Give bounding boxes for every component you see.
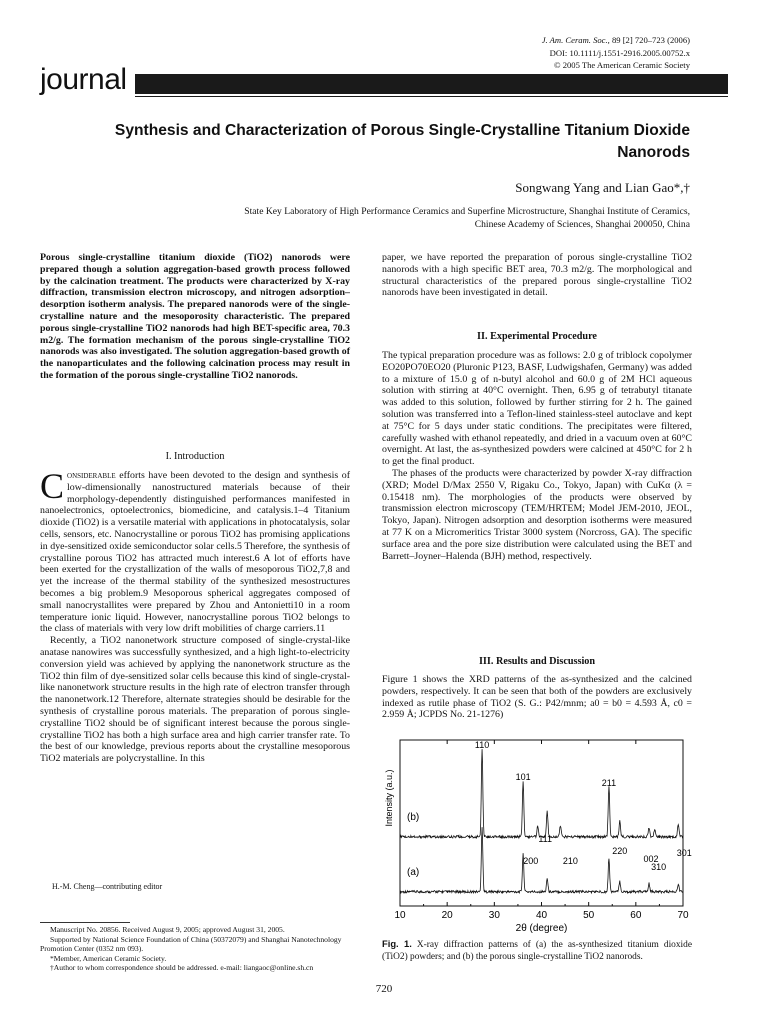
x-axis-label: 2θ (degree) — [515, 923, 568, 934]
footnote-rule — [40, 922, 130, 923]
page-number: 720 — [375, 983, 393, 995]
peak-label: 200 — [523, 856, 539, 866]
footnote: *Member, American Ceramic Society. — [50, 953, 167, 963]
peak-label: 101 — [515, 772, 531, 782]
peak-label: 002 — [643, 854, 659, 864]
intro-paragraph-1: Considerable efforts have been devoted to the design and synthesis of low-dimensionally nanostructured materials because of their morphology-dependently distinguished performances manifested in nanoelectronics, optoelectronics, biomedicine, and catalysis.1–4 Titanium dioxide (TiO2) is a versatile material with applications in photocatalysis, solar cells, sensors, etc. Nanocrystalline or porous TiO2 has promising applications in dye-sensitized oxide semiconductor solar cells.5 Therefore, the synthesis of crystalline porous TiO2 has attracted much interest.6 A lot of efforts have been exerted for the crystallization of the walls of mesoporous TiO2,7,8 and yet the increase of the thermal stability of the synthesized mesostructures becomes a big problem.9 Mesoporous spherical aggregates composed of small nanocrystallites were prepared by Zhou and Antonietti10 in a room temperature ionic liquid. However, nanocrystalline porous TiO2 belongs to the class of materials with very low drift mobilities of charge carriers.11 — [40, 466, 350, 635]
figure-caption: Fig. 1. X-ray diffraction patterns of (a) the as-synthesized titanium dioxide (TiO2) powders; and (b) the porous single-crystalline TiO2 nanorods. — [382, 938, 693, 962]
article-title: Synthesis and Characterization of Porous Single-Crystalline Titanium Dioxide Nanorods — [114, 122, 690, 161]
footnotes — [40, 925, 360, 973]
experimental-paragraph-1: The typical preparation procedure was as follows: 2.0 g of triblock copolymer EO20PO70EO20 (Pluronic P123, BASF, Ludwigshafen, Germany) was added to a mixture of 15.0 g of n-butyl alcohol and 60.0 g of 2M HCl aqueous solution with stirring at 40°C overnight. Then, 6.95 g of tetrabutyl titanate was added to this solution, followed by further stirring for 2 h. The gained solution was transferred into a Teflon-lined stainless-steel autoclave and kept at 75°C for 5 days under static conditions. The precipitates were filtered, carefully washed with ethanol repeatedly, and dried in a vacuum oven at 60°C overnight. At last, the as-synthesized powders were calcined at 450°C for 2 h to get the final product. — [382, 350, 692, 468]
copyright: © 2005 The American Ceramic Society — [554, 60, 690, 70]
x-tick-label: 20 — [441, 910, 453, 921]
footnote: Supported by National Science Foundation of China (50372079) and Shanghai Nanotechnology Promotion Center (0352 nm 093). — [40, 934, 342, 954]
contributing-editor: H.-M. Cheng—contributing editor — [52, 882, 163, 891]
x-tick-label: 40 — [535, 910, 548, 921]
x-tick-label: 60 — [630, 910, 642, 921]
footnote: †Author to whom correspondence should be addressed. e-mail: liangaoc@online.sh.cn — [50, 963, 314, 973]
abstract: Porous single-crystalline titanium dioxide (TiO2) nanorods were prepared though a solution aggregation-based growth process followed by the calcination treatment. The products were characterized by X-ray diffraction, transmission electron microscopy, and nitrogen adsorption–desorption isotherm analysis. The prepared nanorods were of the single-crystalline nature and the mesoporosity characteristic. The prepared porous single-crystalline TiO2 nanorods had high BET-specific area, 70.3 m2/g. The formation mechanism of the porous single-crystalline TiO2 nanorods was also investigated. The solution aggregation-based growth of the nanoparticulates and the following calcination process may result in the formation of the porous single-crystalline TiO2 nanorods. — [40, 252, 350, 381]
intro-paragraph-2: Recently, a TiO2 nanonetwork structure composed of single-crystal-like anatase nanowires was successfully synthesized, and a high light-to-electricity conversion yield was achieved by applying the nanonetwork structure as the TiO2 thin film of dye-sensitized solar cells because this kind of single-crystal-like nanonetwork structure results in the high rate of electron transfer through the nanonetwork.12 Therefore, alternate strategies should be desirable for the synthesis of crystalline porous materials. The preparation of porous single-crystalline TiO2 should be of significant interest because the porous single-crystalline TiO2 has both a high surface area and high carrier transfer rate. To the best of our knowledge, previous reports about the crystalline mesoporous TiO2 materials are polycrystalline. In this — [40, 635, 350, 765]
intro-continuation: paper, we have reported the preparation of porous single-crystalline TiO2 nanorods with a high specific BET area, 70.3 m2/g. The morphological and structural characteristics of the prepared porous single-crystalline TiO2 nanorods have been investigated in detail. — [382, 252, 692, 299]
xrd-chart — [380, 736, 700, 936]
series-label: (b) — [407, 812, 420, 823]
journal-banner-bar — [118, 74, 728, 94]
peak-label: 211 — [601, 778, 617, 788]
footnote: Manuscript No. 20856. Received August 9, 2005; approved August 31, 2005. — [50, 925, 285, 934]
authors: Songwang Yang and Lian Gao*,† — [515, 180, 690, 195]
x-tick-label: 30 — [488, 910, 500, 921]
experimental-body — [382, 350, 692, 562]
introduction-body — [40, 466, 350, 765]
volume-pages: 89 [2] 720–723 (2006) — [609, 35, 690, 45]
peak-label: 111 — [538, 834, 553, 844]
journal-banner-rule — [40, 96, 728, 97]
x-tick-label: 50 — [583, 910, 595, 921]
affiliation-line-1: State Key Laboratory of High Performance Ceramics and Superfine Microstructure, Shanghai Institute of Ceramics, — [244, 206, 690, 217]
plot-frame — [400, 740, 683, 906]
y-axis-label: Intensity (a.u.) — [384, 769, 394, 827]
peak-label: 301 — [676, 848, 692, 858]
experimental-paragraph-2: The phases of the products were characterized by powder X-ray diffraction (XRD; Model D/Max 2550 V, Rigaku Co., Tokyo, Japan) with CuKα (λ = 0.15418 nm). The morphologies of the products were observed by transmission electron microscopy (TEM/HRTEM; Model JEM-2010, JEOL, Tokyo, Japan). Nitrogen adsorption and desorption isotherms were measured at 77 K on a Micromeritics Tristar 3000 system (Norcross, GA). The specific surface area and the pore size distribution were calculated using the BET and Barrett–Joyner–Halenda (BJH) method, respectively. — [382, 467, 692, 562]
dropcap-letter: C — [40, 466, 65, 506]
peak-label: 220 — [612, 846, 628, 856]
journal-citation — [542, 34, 690, 72]
x-tick-label: 70 — [677, 910, 689, 921]
results-paragraph-1: Figure 1 shows the XRD patterns of the as-synthesized and the calcined powders, respectively. It can be seen that both of the powders are exclusively indexed as rutile phase of TiO2 (S. G.: P42/mnm; a0 = b0 = 4.593 Å, c0 = 2.959 Å; JCPDS No. 21-1276) — [382, 674, 692, 721]
section-heading-introduction: I. Introduction — [165, 451, 225, 462]
peak-label: 210 — [562, 856, 578, 866]
xrd-series-line — [400, 749, 683, 838]
x-tick-label: 10 — [394, 910, 406, 921]
peak-label: 110 — [474, 740, 490, 750]
series-label: (a) — [407, 867, 420, 878]
doi[interactable]: DOI: 10.1111/j.1551-2916.2005.00752.x — [549, 47, 690, 58]
journal-name: J. Am. Ceram. Soc., — [541, 35, 610, 45]
journal-logo: journal — [40, 63, 135, 97]
section-heading-experimental: II. Experimental Procedure — [477, 331, 597, 342]
affiliation — [90, 205, 690, 231]
section-heading-results: III. Results and Discussion — [478, 656, 596, 667]
peak-label: 310 — [651, 862, 667, 872]
affiliation-line-2: Chinese Academy of Sciences, Shanghai 200050, China — [474, 219, 690, 230]
